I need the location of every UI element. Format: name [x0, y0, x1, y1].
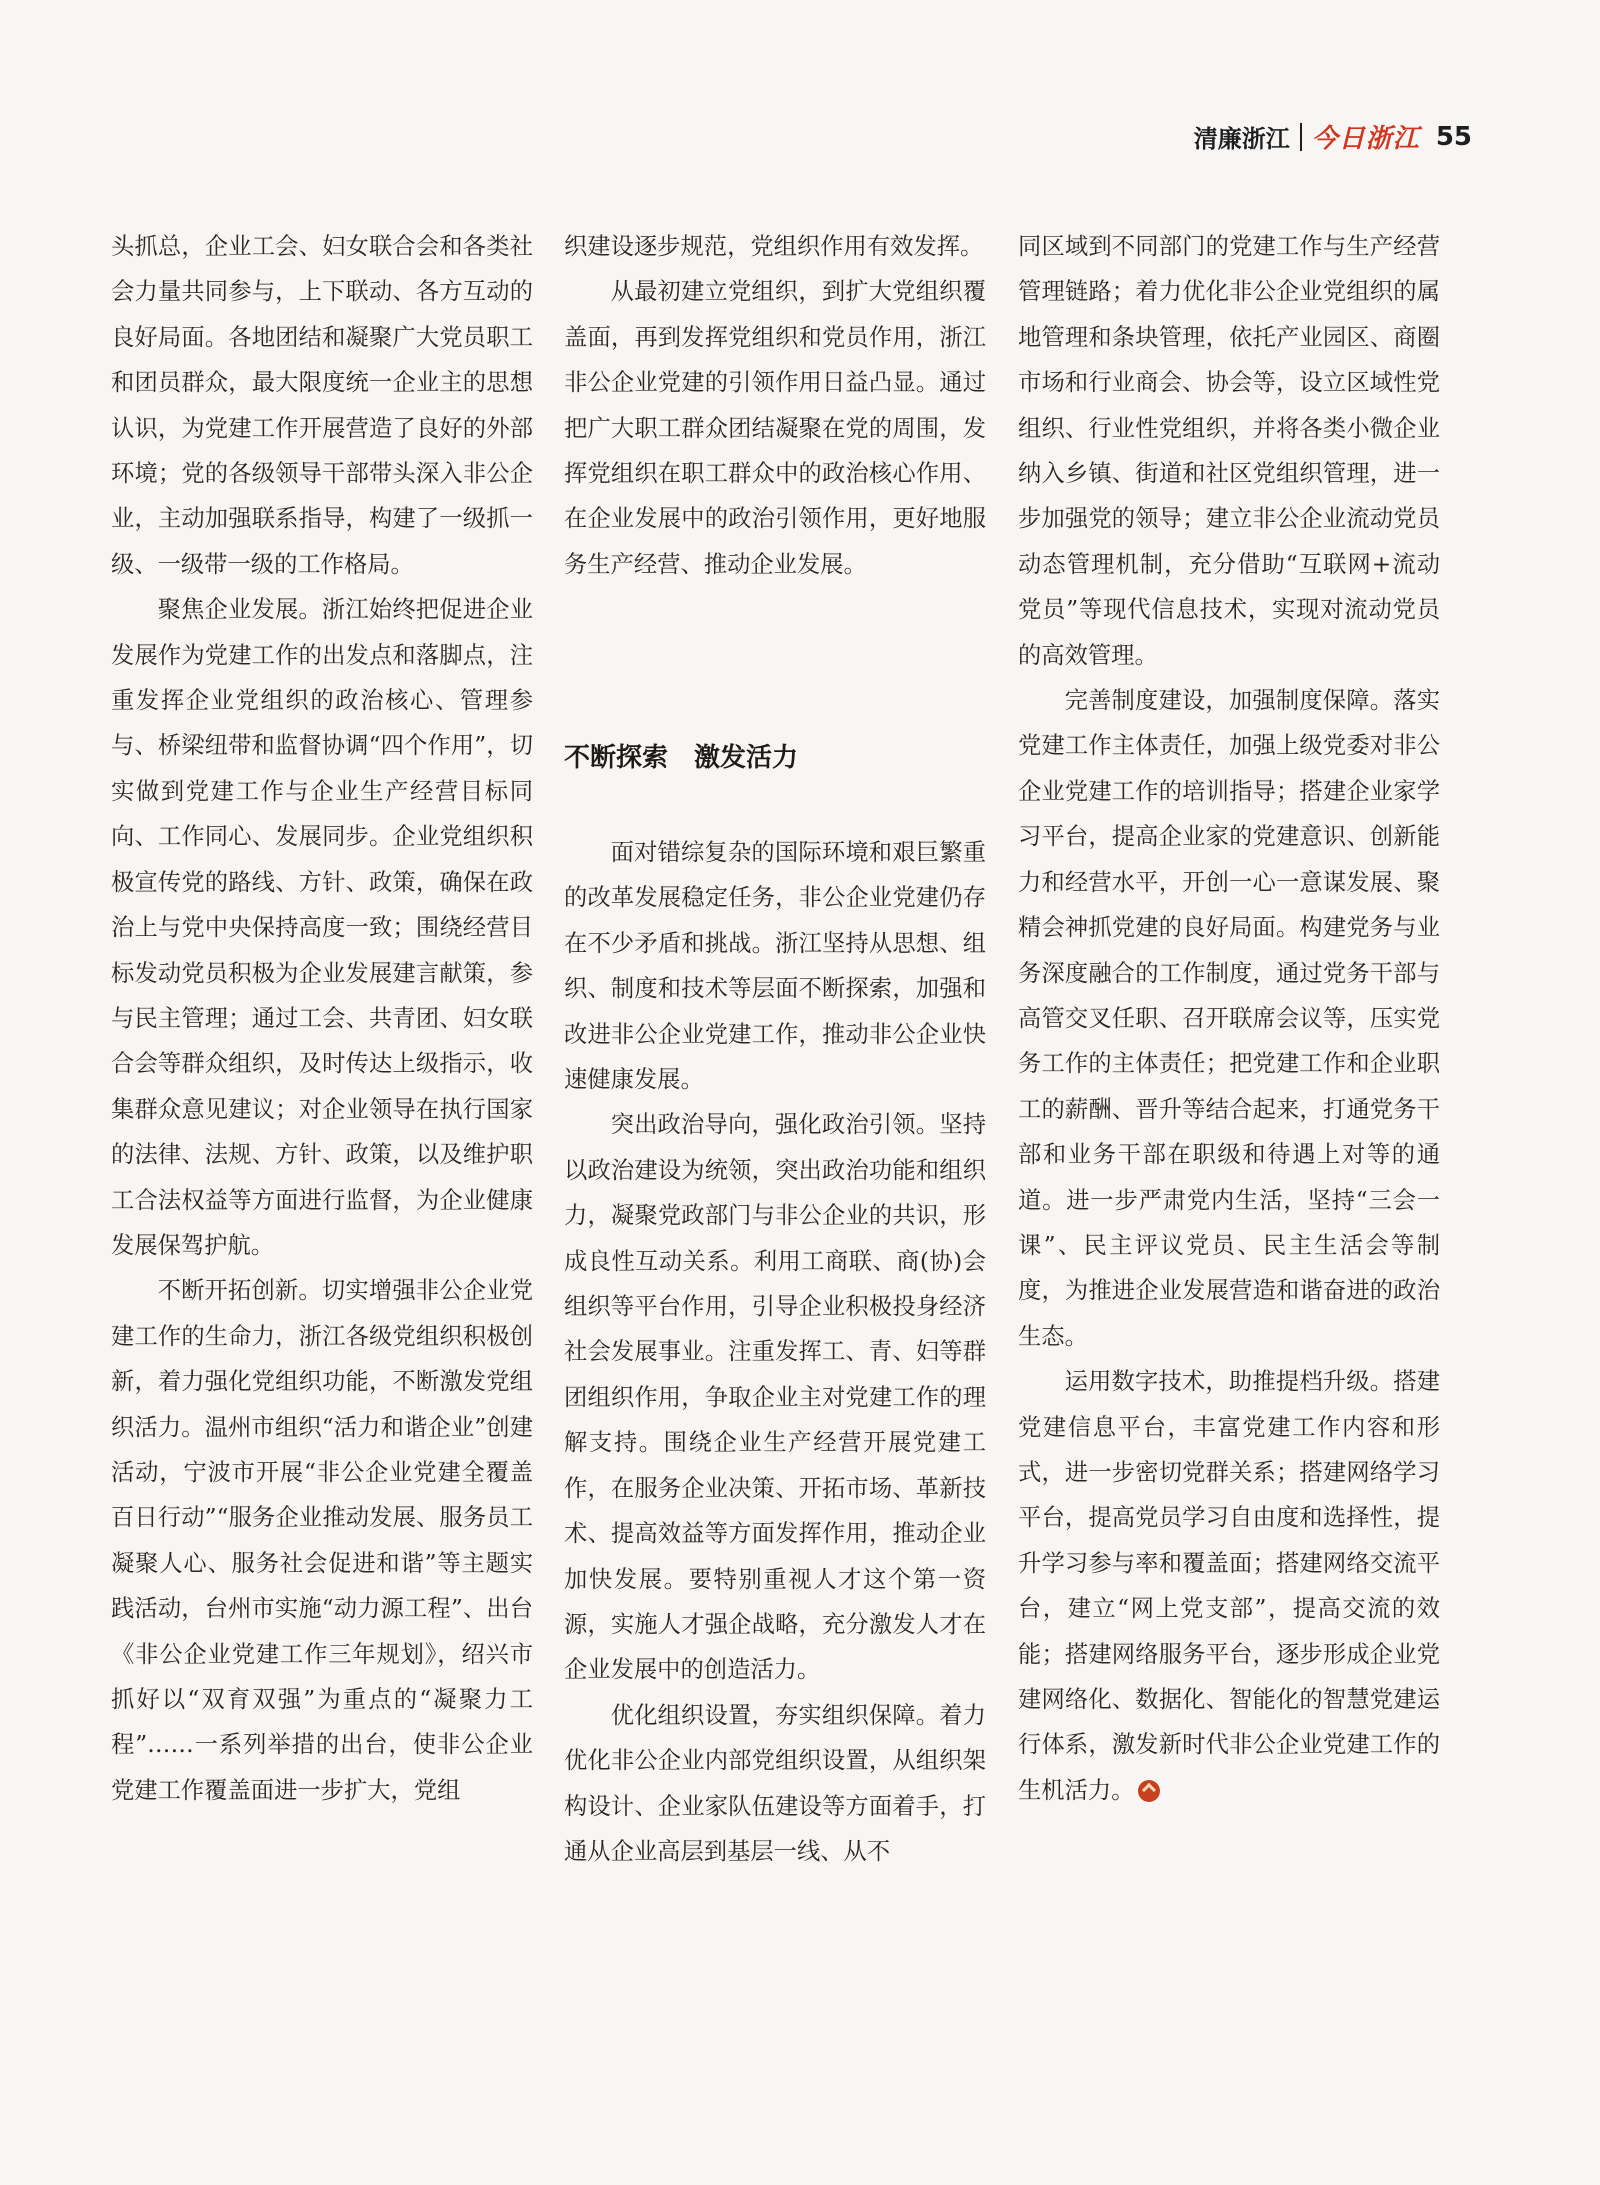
paragraph: 头抓总，企业工会、妇女联合会和各类社会力量共同参与，上下联动、各方互动的良好局面。各地团结和凝聚广大党员职工和团员群众，最大限度统一企业主的思想认识，为党建工作开展营造了良好的外部环境；党的各级领导干部带头深入非公企业，主动加强联系指导，构建了一级抓一级、一级带一级的工作格局。 — [111, 233, 533, 578]
end-mark-icon — [1138, 1780, 1160, 1802]
paragraph: 突出政治导向，强化政治引领。坚持以政治建设为统领，突出政治功能和组织力，凝聚党政部门与非公企业的共识，形成良性互动关系。利用工商联、商(协)会组织等平台作用，引导企业积极投身经济社会发展事业。注重发挥工、青、妇等群团组织作用，争取企业主对党建工作的理解支持。围绕企业生产经营开展党建工作，在服务企业决策、开拓市场、革新技术、提高效益等方面发挥作用，推动企业加快发展。要特别重视人才这个第一资源，实施人才强企战略，充分激发人才在企业发展中的创造活力。 — [564, 1111, 986, 1684]
page-number: 55 — [1435, 121, 1472, 152]
magazine-logo: 今日浙江 — [1311, 124, 1420, 154]
paragraph: 织建设逐步规范，党组织作用有效发挥。 — [564, 233, 984, 260]
paragraph-last — [1018, 1359, 1440, 1813]
column-3 — [1018, 224, 1440, 1813]
section-title: 清廉浙江 — [1193, 125, 1290, 153]
column-1 — [111, 224, 533, 1813]
paragraph-text: 运用数字技术，助推提档升级。搭建党建信息平台，丰富党建工作内容和形式，进一步密切党群关系；搭建网络学习平台，提高党员学习自由度和选择性，提升学习参与率和覆盖面；搭建网络交流平台，建立“网上党支部”，提高交流的效能；搭建网络服务平台，逐步形成企业党建网络化、数据化、智能化的智慧党建运行体系，激发新时代非公企业党建工作的生机活力。 — [1018, 1368, 1440, 1804]
paragraph: 优化组织设置，夯实组织保障。着力优化非公企业内部党组织设置，从组织架构设计、企业家队伍建设等方面着手，打通从企业高层到基层一线、从不 — [564, 1701, 986, 1865]
header-divider — [1300, 123, 1302, 151]
section-subheading: 不断探索 激发活力 — [564, 743, 799, 773]
column-2 — [564, 224, 986, 587]
paragraph: 不断开拓创新。切实增强非公企业党建工作的生命力，浙江各级党组织积极创新，着力强化党组织功能，不断激发党组织活力。温州市组织“活力和谐企业”创建活动，宁波市开展“非公企业党建全覆盖百日行动”“服务企业推动发展、服务员工凝聚人心、服务社会促进和谐”等主题实践活动，台州市实施“动力源工程”、出台《非公企业党建工作三年规划》，绍兴市抓好以“双育双强”为重点的“凝聚力工程”……一系列举措的出台，使非公企业党建工作覆盖面进一步扩大，党组 — [111, 1277, 533, 1804]
paragraph: 同区域到不同部门的党建工作与生产经营管理链路；着力优化非公企业党组织的属地管理和条块管理，依托产业园区、商圈市场和行业商会、协会等，设立区域性党组织、行业性党组织，并将各类小微企业纳入乡镇、街道和社区党组织管理，进一步加强党的领导；建立非公企业流动党员动态管理机制，充分借助“互联网+流动党员”等现代信息技术，实现对流动党员的高效管理。 — [1018, 233, 1440, 669]
paragraph: 从最初建立党组织，到扩大党组织覆盖面，再到发挥党组织和党员作用，浙江非公企业党建的引领作用日益凸显。通过把广大职工群众团结凝聚在党的周围，发挥党组织在职工群众中的政治核心作用、在企业发展中的政治引领作用，更好地服务生产经营、推动企业发展。 — [564, 278, 986, 578]
paragraph: 面对错综复杂的国际环境和艰巨繁重的改革发展稳定任务，非公企业党建仍存在不少矛盾和挑战。浙江坚持从思想、组织、制度和技术等层面不断探索，加强和改进非公企业党建工作，推动非公企业快速健康发展。 — [564, 839, 986, 1094]
column-2-lower — [564, 830, 986, 1874]
paragraph: 完善制度建设，加强制度保障。落实党建工作主体责任，加强上级党委对非公企业党建工作的培训指导；搭建企业家学习平台，提高企业家的党建意识、创新能力和经营水平，开创一心一意谋发展、聚精会神抓党建的良好局面。构建党务与业务深度融合的工作制度，通过党务干部与高管交叉任职、召开联席会议等，压实党务工作的主体责任；把党建工作和企业职工的薪酬、晋升等结合起来，打通党务干部和业务干部在职级和待遇上对等的通道。进一步严肃党内生活，坚持“三会一课”、民主评议党员、民主生活会等制度，为推进企业发展营造和谐奋进的政治生态。 — [1018, 687, 1440, 1350]
page-header — [1194, 118, 1472, 155]
paragraph: 聚焦企业发展。浙江始终把促进企业发展作为党建工作的出发点和落脚点，注重发挥企业党组织的政治核心、管理参与、桥梁纽带和监督协调“四个作用”，切实做到党建工作与企业生产经营目标同向、工作同心、发展同步。企业党组织积极宣传党的路线、方针、政策，确保在政治上与党中央保持高度一致；围绕经营目标发动党员积极为企业发展建言献策，参与民主管理；通过工会、共青团、妇女联合会等群众组织，及时传达上级指示，收集群众意见建议；对企业领导在执行国家的法律、法规、方针、政策，以及维护职工合法权益等方面进行监督，为企业健康发展保驾护航。 — [111, 596, 533, 1259]
